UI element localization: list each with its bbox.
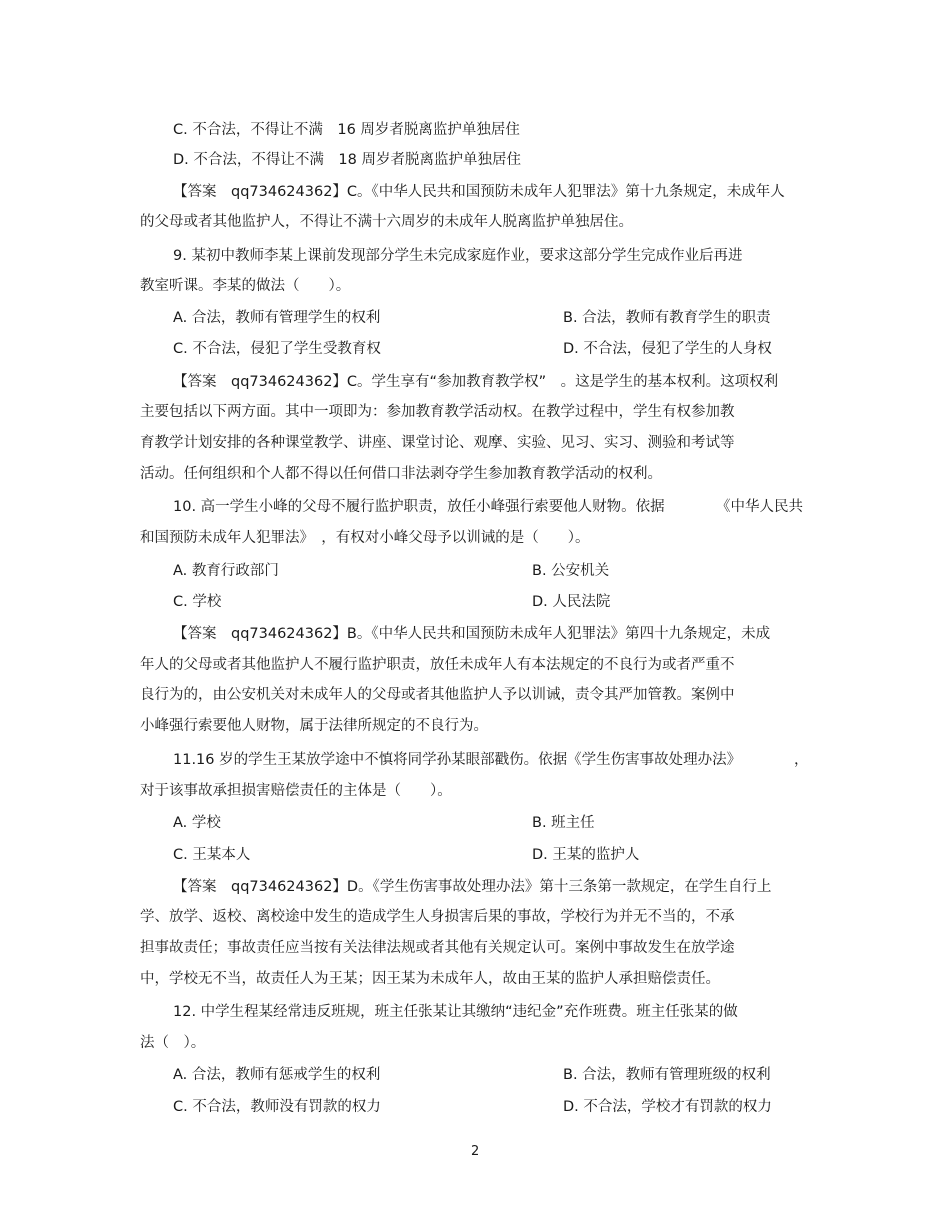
q8-answer-line-2: 的父母或者其他监护人，不得让不满十六周岁的未成年人脱离监护单独居住。 xyxy=(140,214,633,230)
q10-answer-line-1: 【答案 qq734624362】B。《中华人民共和国预防未成年人犯罪法》第四十九条规定，未成 xyxy=(173,626,771,642)
q11-option-d: D. 王某的监护人 xyxy=(532,847,640,863)
q12-stem-line-1: 12. 中学生程某经常违反班规，班主任张某让其缴纳“违纪金”充作班费。班主任张某的做 xyxy=(173,1004,738,1020)
q10-stem-line-2: 和国预防未成年人犯罪法》 ，有权对小峰父母予以训诫的是（ ）。 xyxy=(140,530,590,546)
q11-answer-line-1: 【答案 qq734624362】D。《学生伤害事故处理办法》第十三条第一款规定，在学生自行上 xyxy=(173,879,772,895)
q9-option-b: B. 合法，教师有教育学生的职责 xyxy=(563,310,771,326)
q12-option-c: C. 不合法，教师没有罚款的权力 xyxy=(173,1099,381,1115)
q12-stem-line-2: 法（ ）。 xyxy=(140,1035,206,1051)
q10-option-d: D. 人民法院 xyxy=(532,594,611,610)
q11-option-b: B. 班主任 xyxy=(532,815,595,831)
page-number: 2 xyxy=(471,1144,480,1159)
q9-option-a: A. 合法，教师有管理学生的权利 xyxy=(173,310,381,326)
q10-answer-line-3: 良行为的，由公安机关对未成年人的父母或者其他监护人予以训诫，责令其严加管教。案例中 xyxy=(140,687,735,703)
q9-answer-line-4: 活动。任何组织和个人都不得以任何借口非法剥夺学生参加教育教学活动的权利。 xyxy=(140,466,662,482)
q10-option-b: B. 公安机关 xyxy=(532,563,610,579)
q11-stem-line-2: 对于该事故承担损害赔偿责任的主体是（ ）。 xyxy=(140,783,452,799)
q9-stem-line-2: 教室听课。李某的做法（ ）。 xyxy=(140,278,351,294)
q11-option-c: C. 王某本人 xyxy=(173,847,251,863)
q11-stem-line-1b: ， xyxy=(794,752,809,768)
q8-answer-line-1: 【答案 qq734624362】C。《中华人民共和国预防未成年人犯罪法》第十九条规定，未成年人 xyxy=(173,184,785,200)
q11-answer-line-3: 担事故责任；事故责任应当按有关法律法规或者其他有关规定认可。案例中事故发生在放学途 xyxy=(140,940,735,956)
q9-option-c: C. 不合法，侵犯了学生受教育权 xyxy=(173,341,381,357)
q10-stem-line-1b: 《中华人民共 xyxy=(716,499,803,515)
q8-option-d: D. 不合法，不得让不满 18 周岁者脱离监护单独居住 xyxy=(173,152,521,168)
q12-option-b: B. 合法，教师有管理班级的权利 xyxy=(563,1067,771,1083)
q9-answer-line-1: 【答案 qq734624362】C。学生享有“参加教育教学权” 。这是学生的基本权利。这项权利 xyxy=(173,374,779,390)
q8-option-c: C. 不合法，不得让不满 16 周岁者脱离监护单独居住 xyxy=(173,122,520,138)
q10-option-a: A. 教育行政部门 xyxy=(173,563,279,579)
q10-option-c: C. 学校 xyxy=(173,594,222,610)
q11-answer-line-4: 中，学校无不当，故责任人为王某；因王某为未成年人，故由王某的监护人承担赔偿责任。 xyxy=(140,971,720,987)
q9-option-d: D. 不合法，侵犯了学生的人身权 xyxy=(563,341,772,357)
q12-option-a: A. 合法，教师有惩戒学生的权利 xyxy=(173,1067,381,1083)
q11-option-a: A. 学校 xyxy=(173,815,221,831)
q10-stem-line-1a: 10. 高一学生小峰的父母不履行监护职责，放任小峰强行索要他人财物。依据 xyxy=(173,499,665,515)
q9-answer-line-3: 育教学计划安排的各种课堂教学、讲座、课堂讨论、观摩、实验、见习、实习、测验和考试等 xyxy=(140,435,735,451)
q11-answer-line-2: 学、放学、返校、离校途中发生的造成学生人身损害后果的事故，学校行为并无不当的，不承 xyxy=(140,909,735,925)
q11-stem-line-1a: 11.16 岁的学生王某放学途中不慎将同学孙某眼部戳伤。依据《学生伤害事故处理办法》 xyxy=(173,752,742,768)
q12-option-d: D. 不合法，学校才有罚款的权力 xyxy=(563,1099,772,1115)
q10-answer-line-4: 小峰强行索要他人财物，属于法律所规定的不良行为。 xyxy=(140,718,488,734)
q9-answer-line-2: 主要包括以下两方面。其中一项即为：参加教育教学活动权。在教学过程中，学生有权参加教 xyxy=(140,404,735,420)
q9-stem-line-1: 9. 某初中教师李某上课前发现部分学生未完成家庭作业，要求这部分学生完成作业后再进 xyxy=(173,248,743,264)
q10-answer-line-2: 年人的父母或者其他监护人不履行监护职责，放任未成年人有本法规定的不良行为或者严重不 xyxy=(140,657,735,673)
